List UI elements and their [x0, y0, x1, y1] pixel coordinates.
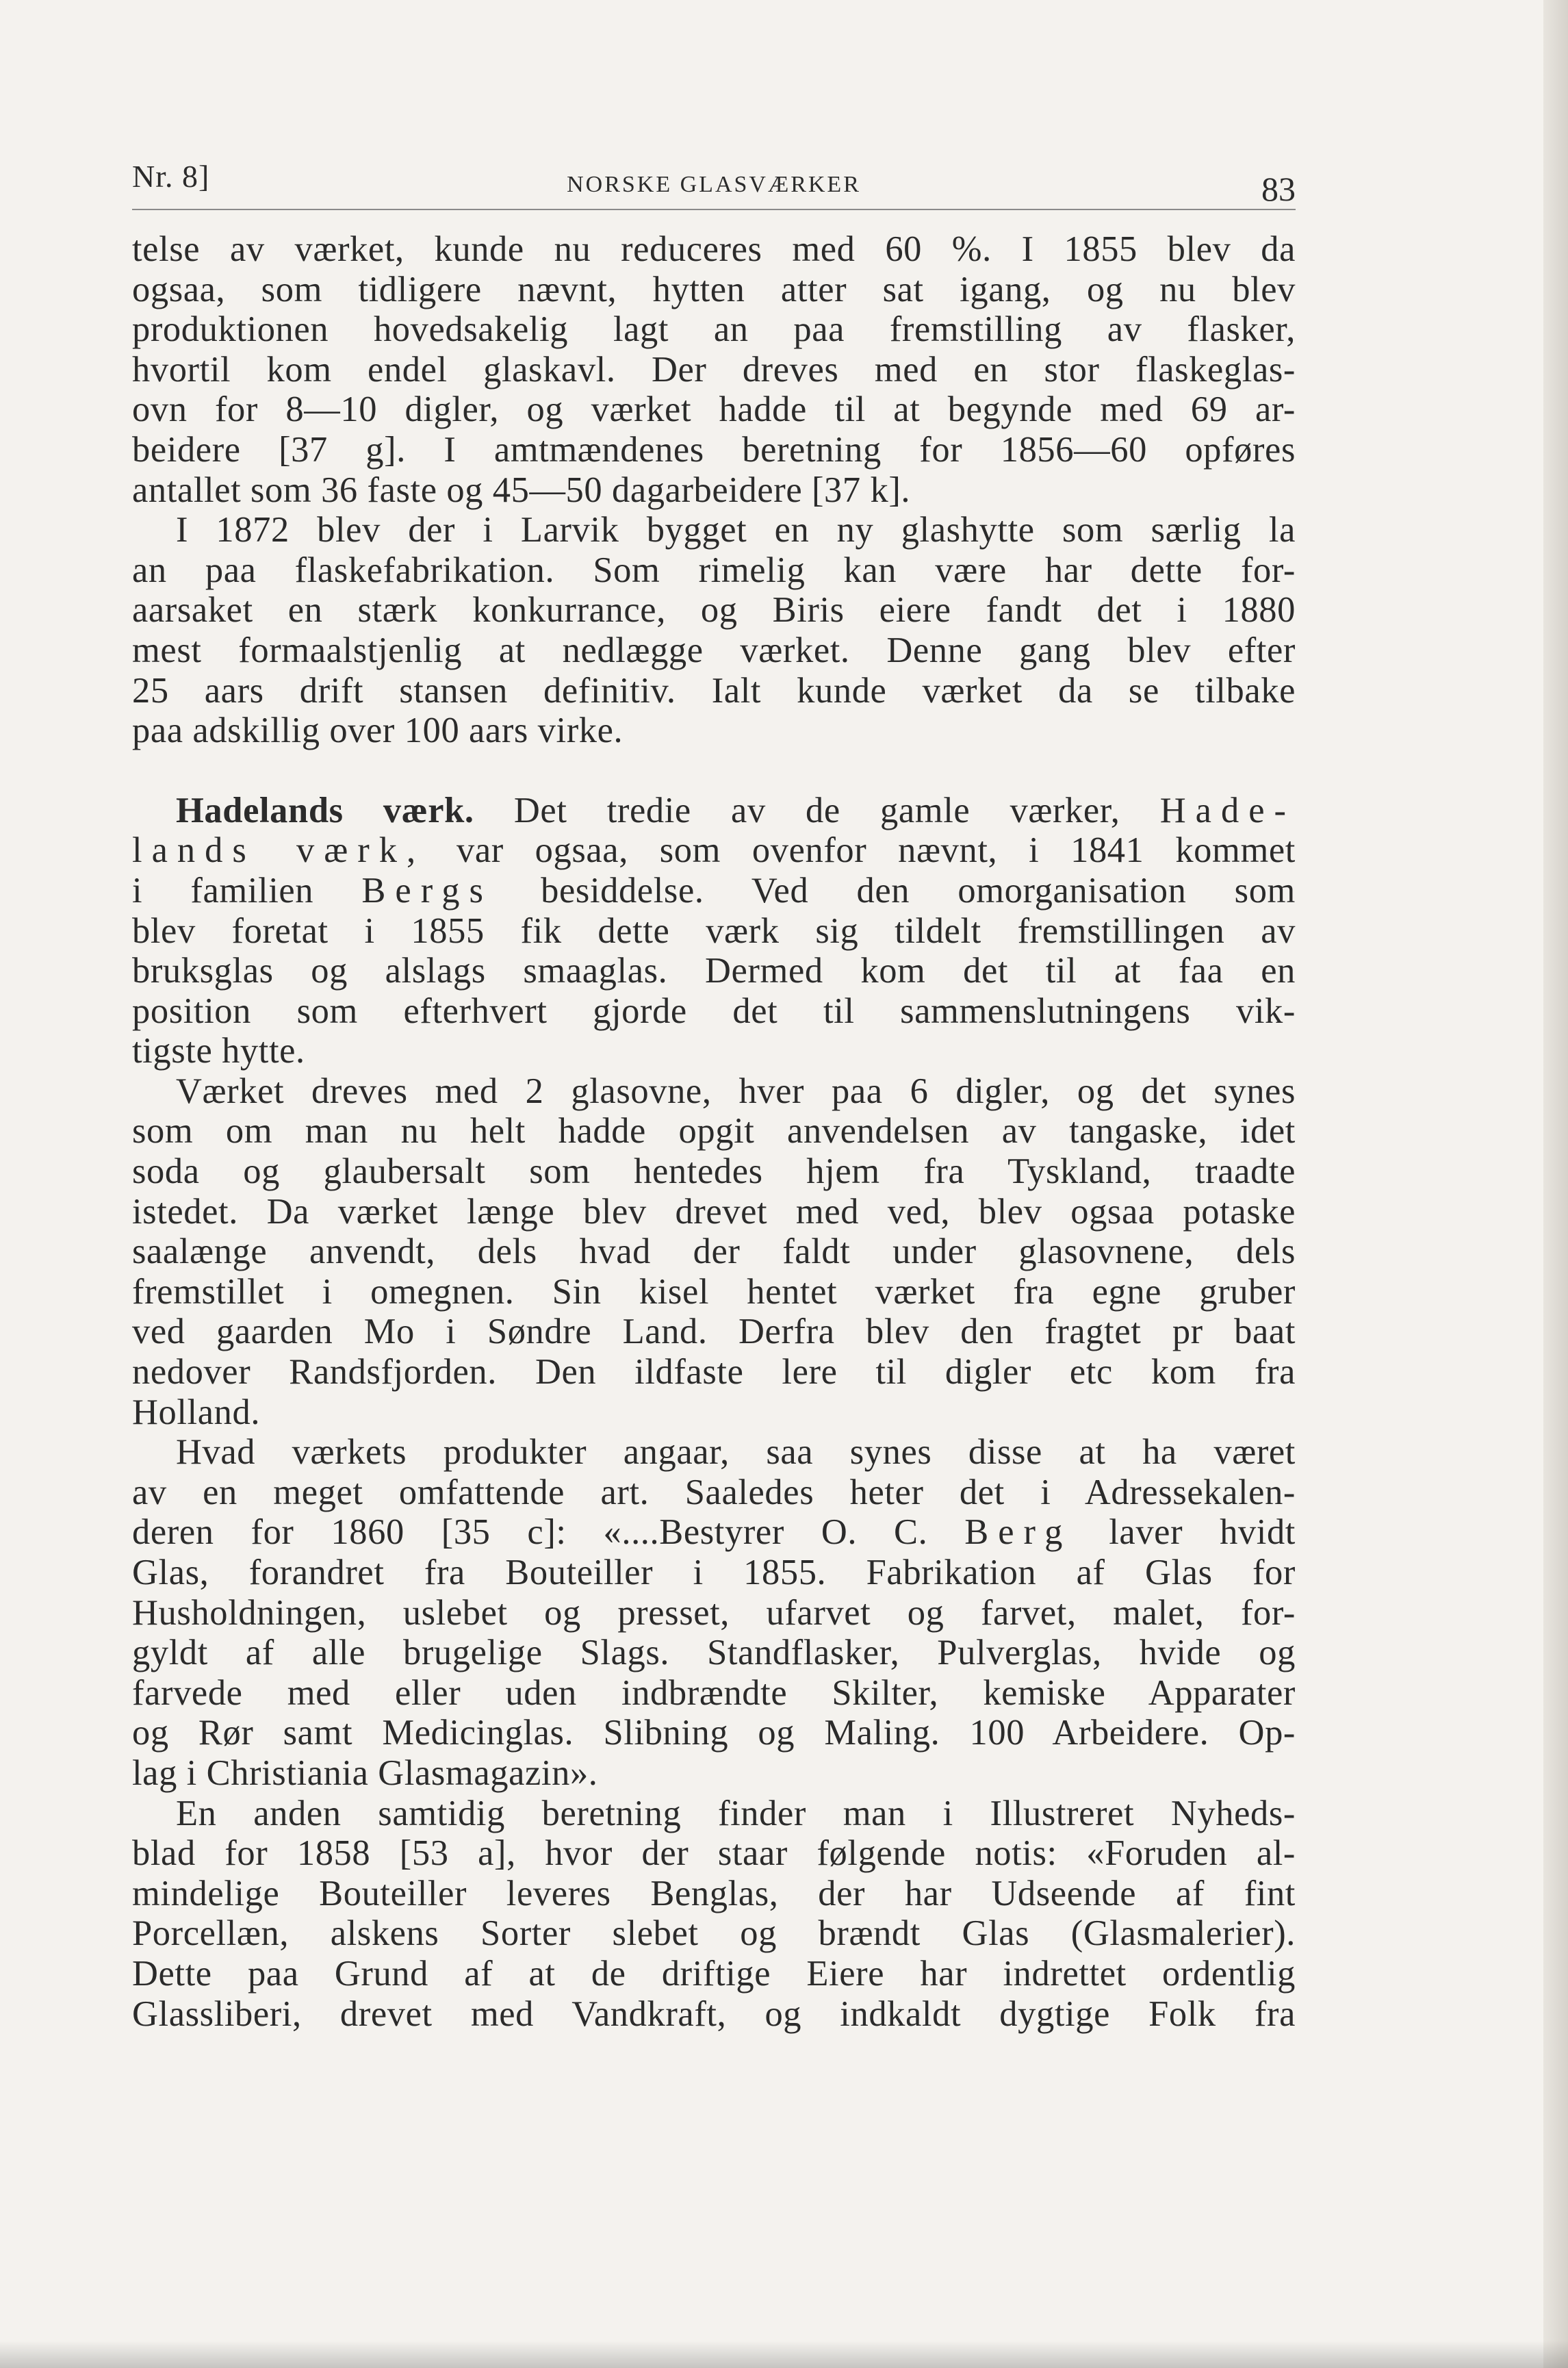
- text-line: lag i Christiania Glasmagazin».: [132, 1753, 598, 1793]
- text-line: av en meget omfattende art. Saaledes heter det i Adressekalen-: [132, 1472, 1296, 1512]
- text-line: nedover Randsfjorden. Den ildfaste lere til digler etc kom fra: [132, 1352, 1296, 1392]
- page-header: [132, 154, 1296, 210]
- text-line: saalænge anvendt, dels hvad der faldt under glasovnene, dels: [132, 1232, 1296, 1272]
- text-line: bruksglas og alslags smaaglas. Dermed kom det til at faa en: [132, 951, 1296, 991]
- text-line: og Rør samt Medicinglas. Slibning og Maling. 100 Arbeidere. Op-: [132, 1713, 1296, 1753]
- text-line: tigste hytte.: [132, 1031, 305, 1071]
- spaced-text: lands værk,: [132, 830, 426, 871]
- text-line: ved gaarden Mo i Søndre Land. Derfra blev den fragtet pr baat: [132, 1312, 1296, 1352]
- text-line: fremstillet i omegnen. Sin kisel hentet værket fra egne gruber: [132, 1271, 1296, 1312]
- text-line: aarsaket en stærk konkurrance, og Biris eiere fandt det i 1880: [132, 590, 1296, 631]
- page-bottom-shadow: [0, 2341, 1568, 2368]
- book-page: [132, 154, 1296, 2034]
- text-line: Holland.: [132, 1392, 261, 1432]
- text-line: istedet. Da værket længe blev drevet med ved, blev ogsaa potaske: [132, 1191, 1296, 1232]
- spaced-text: Hade-: [1159, 790, 1296, 830]
- text-line: En anden samtidig beretning finder man i Illustreret Nyheds-: [176, 1793, 1296, 1833]
- text-line: ovn for 8—10 digler, og værket hadde til at begynde med 69 ar-: [132, 390, 1296, 430]
- text-line: position som efterhvert gjorde det til sammenslutningens vik-: [132, 991, 1296, 1031]
- spaced-text: Berg: [964, 1512, 1072, 1553]
- text-span: laver hvidt: [1072, 1512, 1296, 1553]
- text-line: mest formaalstjenlig at nedlægge værket. Denne gang blev efter: [132, 630, 1296, 670]
- text-span: var ogsaa, som ovenfor nævnt, i 1841 kommet: [425, 830, 1296, 871]
- text-span: besiddelse. Ved den omorganisation som: [492, 870, 1296, 911]
- text-line: beidere [37 g]. I amtmændenes beretning for 1856—60 opføres: [132, 429, 1296, 470]
- text-line: Porcellæn, alskens Sorter slebet og brændt Glas (Glasmalerier).: [132, 1913, 1296, 1954]
- running-title: NORSKE GLASVÆRKER: [567, 172, 861, 197]
- issue-number: Nr. 8]: [132, 159, 210, 194]
- page-number: 83: [1261, 170, 1296, 208]
- text-line: blev foretat i 1855 fik dette værk sig tildelt fremstillingen av: [132, 911, 1296, 951]
- text-line: soda og glaubersalt som hentedes hjem fra Tyskland, traadte: [132, 1151, 1296, 1192]
- text-line: Glassliberi, drevet med Vandkraft, og indkaldt dygtige Folk fra: [132, 1994, 1296, 2034]
- text-span: deren for 1860 [35 c]: «....Bestyrer O. C.: [132, 1512, 965, 1553]
- text-line: Husholdningen, uslebet og presset, ufarvet og farvet, malet, for-: [132, 1592, 1296, 1633]
- page-edge-shadow: [1543, 0, 1568, 2368]
- section-first-line: [132, 791, 1296, 831]
- spaced-text: Bergs: [361, 870, 493, 911]
- text-span: i familien: [132, 870, 362, 911]
- text-line: gyldt af alle brugelige Slags. Standflasker, Pulverglas, hvide og: [132, 1633, 1296, 1673]
- text-line: hvortil kom endel glaskavl. Der dreves med en stor flaskeglas-: [132, 349, 1296, 390]
- text-line: I 1872 blev der i Larvik bygget en ny glashytte som særlig la: [176, 510, 1296, 550]
- text-line: Hvad værkets produkter angaar, saa synes disse at ha været: [176, 1432, 1296, 1473]
- text-line: farvede med eller uden indbrændte Skilter, kemiske Apparater: [132, 1672, 1296, 1713]
- body-text: [132, 229, 1296, 2034]
- text-line: produktionen hovedsakelig lagt an paa fremstilling av flasker,: [132, 309, 1296, 350]
- text-line: som om man nu helt hadde opgit anvendelsen av tangaske, idet: [132, 1111, 1296, 1151]
- text-line: blad for 1858 [53 a], hvor der staar følgende notis: «Foruden al-: [132, 1833, 1296, 1874]
- text-line: Værket dreves med 2 glasovne, hver paa 6 digler, og det synes: [176, 1071, 1296, 1111]
- text-line: antallet som 36 faste og 45—50 dagarbeidere [37 k].: [132, 470, 911, 510]
- text-line: mindelige Bouteiller leveres Benglas, der har Udseende af fint: [132, 1873, 1296, 1913]
- text-line: 25 aars drift stansen definitiv. Ialt kunde værket da se tilbake: [132, 670, 1296, 711]
- text-line: an paa flaskefabrikation. Som rimelig kan være har dette for-: [132, 550, 1296, 590]
- text-line: paa adskillig over 100 aars virke.: [132, 711, 624, 751]
- text-line: [132, 830, 1296, 871]
- text-line: ogsaa, som tidligere nævnt, hytten atter sat igang, og nu blev: [132, 269, 1296, 309]
- text-line: telse av værket, kunde nu reduceres med 60 %. I 1855 blev da: [132, 229, 1296, 269]
- text-line: [132, 1512, 1296, 1553]
- text-line: [132, 871, 1296, 911]
- section-heading: Hadelands værk.: [176, 790, 474, 830]
- text-span: Det tredie av de gamle værker,: [513, 790, 1160, 830]
- text-line: Dette paa Grund af at de driftige Eiere har indrettet ordentlig: [132, 1953, 1296, 1994]
- text-line: Glas, forandret fra Bouteiller i 1855. Fabrikation af Glas for: [132, 1553, 1296, 1592]
